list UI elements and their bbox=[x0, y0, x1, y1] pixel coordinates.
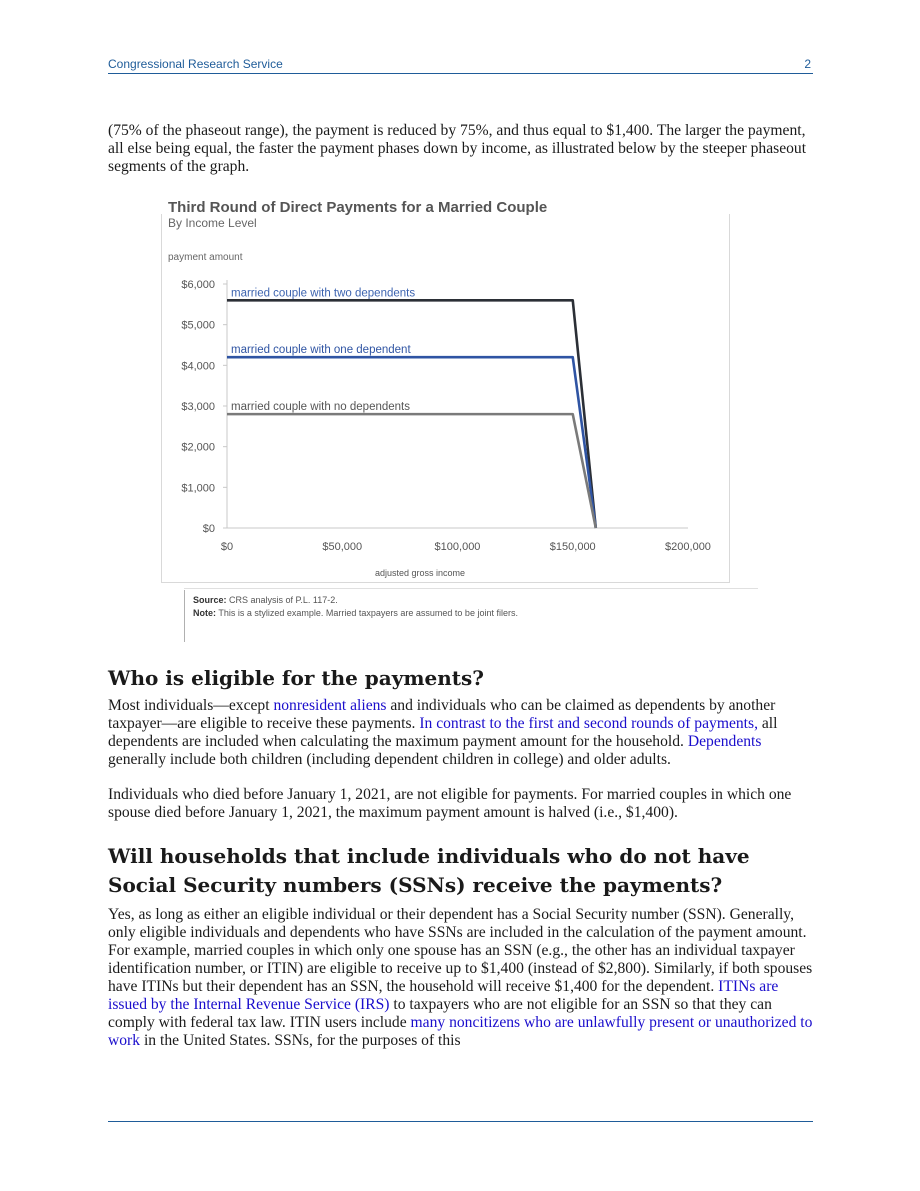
page-number: 2 bbox=[804, 57, 811, 71]
y-tick-label: $3,000 bbox=[181, 401, 215, 413]
series-label: married couple with two dependents bbox=[231, 287, 416, 300]
notes-divider bbox=[184, 588, 758, 589]
chart-subtitle: By Income Level bbox=[168, 216, 257, 230]
y-tick-label: $0 bbox=[202, 523, 215, 535]
y-tick-label: $5,000 bbox=[181, 319, 215, 332]
heading-ssn: Will households that include individuals who do not have Social Security numbers (SSNs) receive the payments? bbox=[108, 844, 750, 897]
link-itins-irs[interactable]: ITINs are issued by the Internal Revenue Service (IRS) bbox=[108, 978, 779, 1013]
x-tick-label: $50,000 bbox=[322, 541, 363, 553]
payment-chart bbox=[162, 214, 728, 584]
y-tick-label: $2,000 bbox=[181, 441, 215, 454]
x-axis-label: adjusted gross income bbox=[374, 568, 466, 578]
chart-notes bbox=[184, 590, 765, 642]
link-nonresident-aliens[interactable]: nonresident aliens bbox=[273, 697, 387, 714]
chart-source: Source: CRS analysis of P.L. 117-2. bbox=[193, 595, 338, 605]
ssn-paragraph: Yes, as long as either an eligible individual or their dependent has a Social Security number (SSN). Generally, only eligible individuals and dependents who have SSNs are included in the calculation of the payment amount. For example, married couples in which only one spouse has an SSN (e.g., the other has an individual taxpayer identification number, or ITIN) are eligible to receive up to $1,400 (instead of $2,800). Similarly, if both spouses have ITINs but their dependent has an SSN, the household will receive $1,400 for the dependent. ITINs are issued by the Internal Revenue Service (IRS) to taxpayers who are not eligible for an SSN so that they can comply with federal tax law. ITIN users include many noncitizens who are unlawfully present or unauthorized to work in the United States. SSNs, for the purposes of this bbox=[108, 906, 813, 1049]
chart-note: Note: This is a stylized example. Married taxpayers are assumed to be joint filers. bbox=[193, 608, 518, 618]
series-line bbox=[227, 357, 596, 528]
eligibility-paragraph-1: Most individuals—except nonresident aliens and individuals who can be claimed as dependents by another taxpayer—are eligible to receive these payments. In contrast to the first and second rounds of payments, all dependents are included when calculating the maximum payment amount for the household. Dependents generally include both children (including dependent children in college) and older adults. bbox=[108, 697, 778, 768]
x-tick-label: $200,000 bbox=[665, 541, 711, 553]
series-line bbox=[227, 414, 596, 528]
link-first-second-rounds[interactable]: In contrast to the first and second rounds of payments, bbox=[419, 715, 758, 732]
y-tick-label: $4,000 bbox=[181, 360, 215, 373]
chart-title: Third Round of Direct Payments for a Married Couple bbox=[168, 199, 548, 216]
series-label: married couple with one dependent bbox=[231, 344, 411, 357]
series-label: married couple with no dependents bbox=[231, 401, 411, 414]
intro-paragraph: (75% of the phaseout range), the payment is reduced by 75%, and thus equal to $1,400. The larger the payment, all else being equal, the faster the payment phases down by income, as illustrated below by the steeper phaseout segments of the graph. bbox=[108, 122, 807, 175]
x-tick-label: $150,000 bbox=[549, 541, 596, 553]
footer-rule bbox=[108, 1121, 813, 1122]
link-noncitizens[interactable]: many noncitizens who are unlawfully present or unauthorized to work bbox=[108, 1014, 813, 1049]
x-tick-label: $0 bbox=[220, 541, 234, 553]
link-dependents[interactable]: Dependents bbox=[687, 733, 762, 750]
header-org: Congressional Research Service bbox=[108, 57, 283, 71]
heading-eligibility: Who is eligible for the payments? bbox=[108, 666, 485, 690]
eligibility-paragraph-2: Individuals who died before January 1, 2021, are not eligible for payments. For married couples in which one spouse died before January 1, 2021, the maximum payment amount is halved (i.e., $1,400). bbox=[108, 786, 792, 821]
x-tick-label: $100,000 bbox=[434, 541, 481, 553]
y-tick-label: $6,000 bbox=[181, 279, 215, 291]
page-header bbox=[108, 56, 813, 74]
y-axis-label: payment amount bbox=[168, 252, 243, 263]
y-tick-label: $1,000 bbox=[181, 482, 215, 495]
